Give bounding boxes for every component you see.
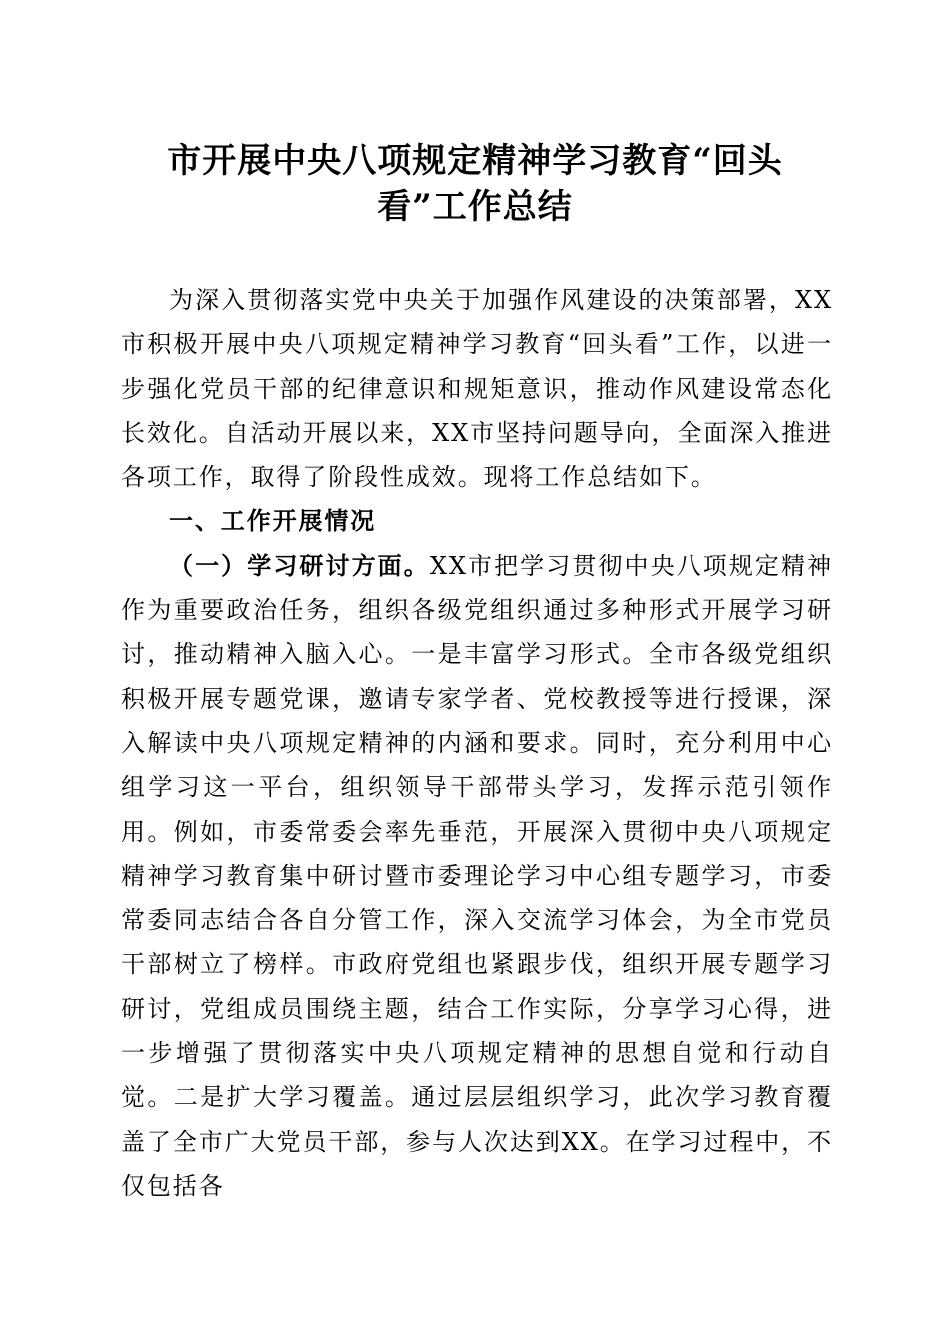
title-line-1: 市开展中央八项规定精神学习教育“回头	[167, 141, 783, 181]
subsection-1-paragraph	[121, 544, 833, 1208]
title-line-2: 看”工作总结	[377, 187, 573, 227]
subsection-1-lead: （一）学习研讨方面。	[169, 550, 430, 580]
document-title	[120, 138, 830, 230]
subsection-1-text: XX市把学习贯彻中央八项规定精神作为重要政治任务，组织各级党组织通过多种形式开展学习研讨，推动精神入脑入心。一是丰富学习形式。全市各级党组织积极开展专题党课，邀请专家学者、党校教授等进行授课，深入解读中央八项规定精神的内涵和要求。同时，充分利用中心组学习这一平台，组织领导干部带头学习，发挥示范引领作用。例如，市委常委会率先垂范，开展深入贯彻中央八项规定精神学习教育集中研讨暨市委理论学习中心组专题学习，市委常委同志结合各自分管工作，深入交流学习体会，为全市党员干部树立了榜样。市政府党组也紧跟步伐，组织开展专题学习研讨，党组成员围绕主题，结合工作实际，分享学习心得，进一步增强了贯彻落实中央八项规定精神的思想自觉和行动自觉。二是扩大学习覆盖。通过层层组织学习，此次学习教育覆盖了全市广大党员干部，参与人次达到XX。在学习过程中，不仅包括各	[121, 551, 833, 1200]
document-body	[121, 278, 833, 1208]
intro-paragraph: 为深入贯彻落实党中央关于加强作风建设的决策部署，XX市积极开展中央八项规定精神学习教育“回头看”工作，以进一步强化党员干部的纪律意识和规矩意识，推动作风建设常态化长效化。自活动开展以来，XX市坚持问题导向，全面深入推进各项工作，取得了阶段性成效。现将工作总结如下。	[121, 286, 833, 492]
section-heading-1: 一、工作开展情况	[169, 507, 377, 536]
